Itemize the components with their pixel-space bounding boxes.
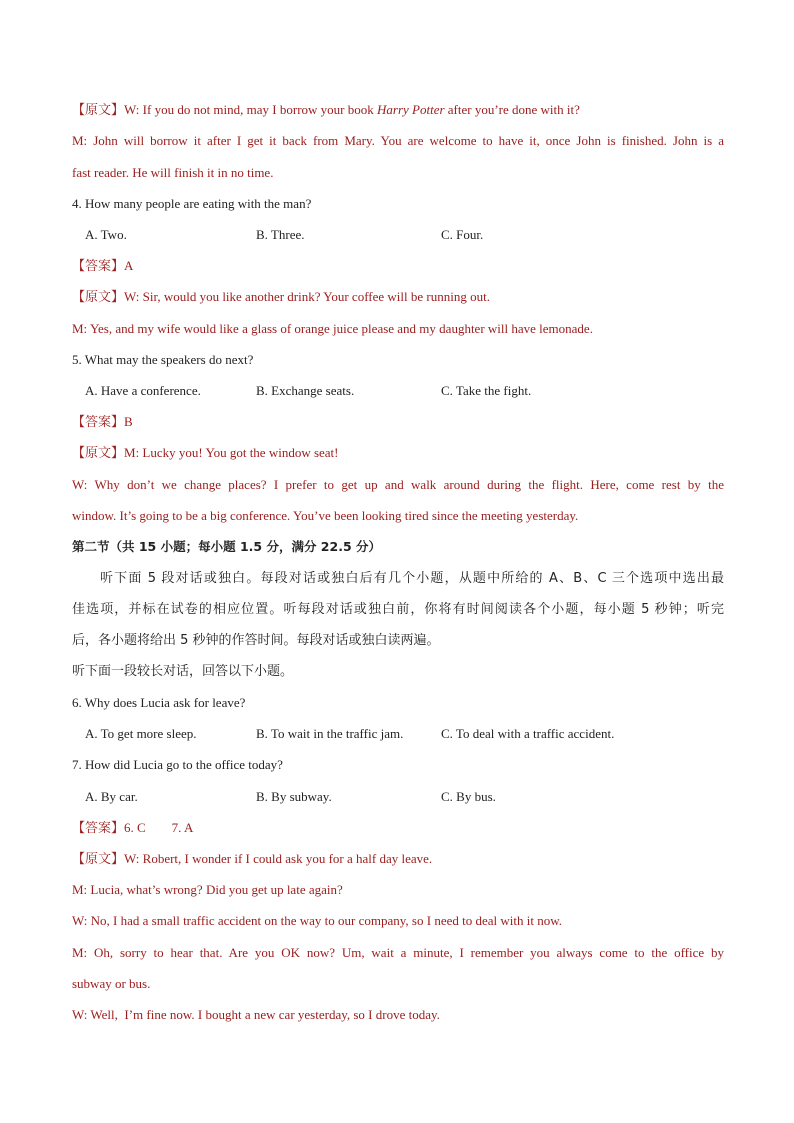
- q6-option-b: B. To wait in the traffic jam.: [256, 726, 404, 741]
- q7-option-a: A. By car.: [85, 789, 138, 804]
- q5-question: 5. What may the speakers do next?: [72, 352, 254, 367]
- section-heading: 第二节（共 15 小题；每小题 1.5 分，满分 22.5 分）: [72, 539, 381, 554]
- sub-instructions: 听下面一段较长对话，回答以下小题。: [72, 664, 294, 679]
- answer-tag: 【答案】: [72, 414, 125, 429]
- q67-transcript-text: W: Robert, I wonder if I could ask you for a half day leave.: [124, 851, 433, 866]
- answer-value: A: [124, 258, 134, 273]
- q3-transcript-line-2: M: John will borrow it after I get it back from Mary. You are welcome to have it, once John is finished. John is a: [72, 133, 724, 148]
- q67-transcript-line-4: M: Oh, sorry to hear that. Are you OK now? Um, wait a minute, I remember you always come to the office by: [72, 945, 724, 960]
- q5-transcript-line-3: window. It’s going to be a big conference. You’ve been looking tired since the meeting yesterday.: [72, 508, 579, 523]
- q5-option-a: A. Have a conference.: [85, 383, 201, 398]
- transcript-tag: 【原文】: [72, 289, 125, 304]
- q3-transcript-line-1: [72, 102, 724, 118]
- q67-transcript-line-6: W: Well, I’m fine now. I bought a new car yesterday, so I drove today.: [72, 1007, 440, 1022]
- section-instructions-line-1: 听下面 5 段对话或独白。每段对话或独白后有几个小题，从题中所给的 A、B、C 三个选项中选出最: [100, 571, 724, 586]
- transcript-tag: 【原文】: [72, 445, 125, 460]
- q3-transcript-line-3: fast reader. He will finish it in no time.: [72, 165, 274, 180]
- q4-option-c: C. Four.: [441, 227, 484, 242]
- q5-transcript-text: M: Lucky you! You got the window seat!: [124, 445, 339, 460]
- q5-transcript-line-1: [72, 445, 724, 461]
- answer-value: B: [124, 414, 133, 429]
- section-instructions-line-2: 佳选项，并标在试卷的相应位置。听每段对话或独白前，你将有时间阅读各个小题，每小题 5 秒钟；听完: [72, 602, 724, 617]
- book-title: Harry Potter: [377, 102, 445, 117]
- q4-option-b: B. Three.: [256, 227, 305, 242]
- q6-question: 6. Why does Lucia ask for leave?: [72, 695, 246, 710]
- answer-tag: 【答案】: [72, 258, 125, 273]
- q4-transcript-line-1: [72, 289, 724, 305]
- q6-option-c: C. To deal with a traffic accident.: [441, 726, 615, 741]
- q67-transcript-line-3: W: No, I had a small traffic accident on the way to our company, so I need to deal with it now.: [72, 913, 563, 928]
- q5-option-b: B. Exchange seats.: [256, 383, 355, 398]
- q3-transcript-text-end: after you’re done with it?: [444, 102, 580, 117]
- q67-transcript-line-2: M: Lucia, what’s wrong? Did you get up late again?: [72, 882, 343, 897]
- section-instructions-line-3: 后，各小题将给出 5 秒钟的作答时间。每段对话或独白读两遍。: [72, 633, 440, 648]
- q4-answer: [72, 258, 724, 274]
- q6-option-a: A. To get more sleep.: [85, 726, 197, 741]
- transcript-tag: 【原文】: [72, 102, 125, 117]
- q7-question: 7. How did Lucia go to the office today?: [72, 757, 283, 772]
- q7-option-c: C. By bus.: [441, 789, 496, 804]
- answer-tag: 【答案】: [72, 820, 125, 835]
- q5-transcript-line-2: W: Why don’t we change places? I prefer to get up and walk around during the flight. Here, come rest by the: [72, 477, 724, 492]
- q4-transcript-text: W: Sir, would you like another drink? Your coffee will be running out.: [124, 289, 490, 304]
- q5-answer: [72, 414, 724, 430]
- q67-transcript-line-5: subway or bus.: [72, 976, 151, 991]
- q3-transcript-text: W: If you do not mind, may I borrow your book: [124, 102, 377, 117]
- q4-question: 4. How many people are eating with the man?: [72, 196, 312, 211]
- q7-option-b: B. By subway.: [256, 789, 332, 804]
- q67-answer: [72, 820, 724, 836]
- q4-option-a: A. Two.: [85, 227, 127, 242]
- q67-transcript-line-1: [72, 851, 724, 867]
- q4-transcript-line-2: M: Yes, and my wife would like a glass of orange juice please and my daughter will have lemonade.: [72, 321, 593, 336]
- q5-option-c: C. Take the fight.: [441, 383, 532, 398]
- transcript-tag: 【原文】: [72, 851, 125, 866]
- answer-value: 6. C 7. A: [124, 820, 194, 835]
